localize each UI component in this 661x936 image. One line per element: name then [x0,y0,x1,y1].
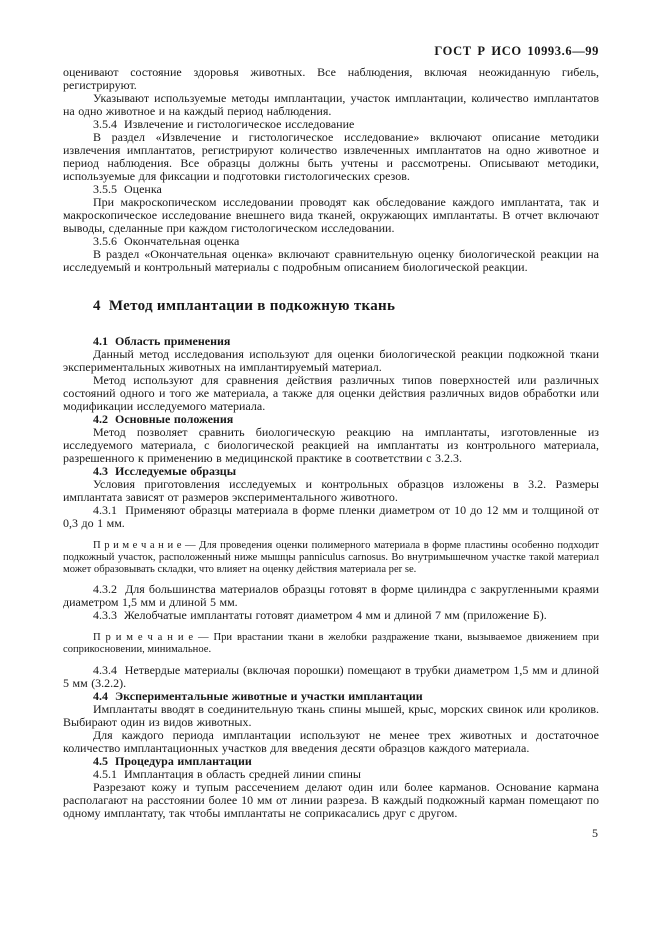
paragraph: В раздел «Извлечение и гистологическое исследование» включают описание методики извлечения имплантатов, регистрируют количество извлеченных имплантатов на одно животное и период наблюдения. Все образцы должны быть учтены и рассмотрены. Описывают методики, используемые для фиксации и подготовки гистологических срезов. [63,130,599,183]
document-code-header: ГОСТ Р ИСО 10993.6—99 [434,44,599,58]
subsection-heading-4-4: 4.4 Экспериментальные животные и участки имплантации [93,688,423,703]
paragraph: 4.3.3 Желобчатые имплантаты готовят диаметром 4 мм и длиной 7 мм (приложение Б). [93,608,547,623]
note: П р и м е ч а н и е — При врастании ткани в желобки раздражение ткани, вызываемое движением при соприкосновении, минимальное. [63,632,599,656]
clause-title-3-5-4: 3.5.4 Извлечение и гистологическое исследование [93,117,355,131]
section-heading-4: 4 Метод имплантации в подкожную ткань [93,298,396,314]
paragraph: Имплантаты вводят в соединительную ткань спины мышей, крыс, морских свинок или кроликов. Выбирают один из видов животных. [63,701,599,729]
paragraph: 4.3.1 Применяют образцы материала в форме пленки диаметром от 10 до 12 мм и толщиной от 0,3 до 1 мм. [63,503,599,530]
clause-title-4-5-1: 4.5.1 Имплантация в область средней линии спины [93,766,361,781]
paragraph: Для каждого периода имплантации используют не менее трех животных и достаточное количество имплантационных участков для введения десяти образцов каждого материала. [63,727,599,755]
paragraph: При макроскопическом исследовании проводят как обследование каждого имплантата, так и макроскопическое исследование внешнего вида тканей, окружающих имплантаты. В отчет включают выводы, сделанные при каждом гистологическом исследовании. [63,195,599,235]
paragraph: Разрезают кожу и тупым рассечением делают один или более карманов. Основание кармана располагают на расстоянии более 10 мм от линии разреза. В каждый подкожный карман помещают по одному имплантату, так чтобы имплантаты не соприкасались друг с другом. [63,779,599,820]
paragraph: 4.3.4 Нетвердые материалы (включая порошки) помещают в трубки диаметром 1,5 мм и длиной 5 мм (3.2.2). [63,662,599,690]
note: П р и м е ч а н и е — Для проведения оценки полимерного материала в форме пластины особенно подходит подкожный участок, расположенный ниже мышцы panniculus carnosus. Во внутримышечном участке такой материал может образовывать складки, что влияет на оценку действия материала per se. [63,540,599,575]
subsection-heading-4-2: 4.2 Основные положения [93,412,234,426]
clause-title-3-5-6: 3.5.6 Окончательная оценка [93,234,240,248]
subsection-heading-4-1: 4.1 Область применения [93,334,231,348]
document-body [63,66,599,820]
subsection-heading-4-3: 4.3 Исследуемые образцы [93,464,237,478]
paragraph: Указывают используемые методы имплантации, участок имплантации, количество имплантатов на одно животное и на каждый период наблюдения. [63,91,599,118]
paragraph: Данный метод исследования используют для оценки биологической реакции подкожной ткани экспериментальных животных на имплантируемый материал. [63,347,599,374]
paragraph: Условия приготовления исследуемых и контрольных образцов изложены в 3.2. Размеры имплантата зависят от размеров экспериментального животного. [63,477,599,504]
page-number: 5 [592,826,598,840]
paragraph: Метод позволяет сравнить биологическую реакцию на имплантаты, изготовленные из исследуемого материала, с биологической реакцией на имплантаты из контрольного материала, разрешенного к применению в медицинской практике в соответствии с 3.2.3. [63,425,599,465]
paragraph: В раздел «Окончательная оценка» включают сравнительную оценку биологической реакции на исследуемый и контрольный материалы с подробным описанием биологической реакции. [63,247,599,274]
paragraph: оценивают состояние здоровья животных. Все наблюдения, включая неожиданную гибель, регистрируют. [63,65,599,92]
clause-title-3-5-5: 3.5.5 Оценка [93,182,162,196]
subsection-heading-4-5: 4.5 Процедура имплантации [93,753,252,768]
paragraph: Метод используют для сравнения действия различных типов поверхностей или различных состояний одного и того же материала, а также для оценки действия различных видов обработки или модификации исследуемого материала. [63,373,599,413]
paragraph: 4.3.2 Для большинства материалов образцы готовят в форме цилиндра с закругленными краями диаметром 1,5 мм и длиной 5 мм. [63,582,599,610]
